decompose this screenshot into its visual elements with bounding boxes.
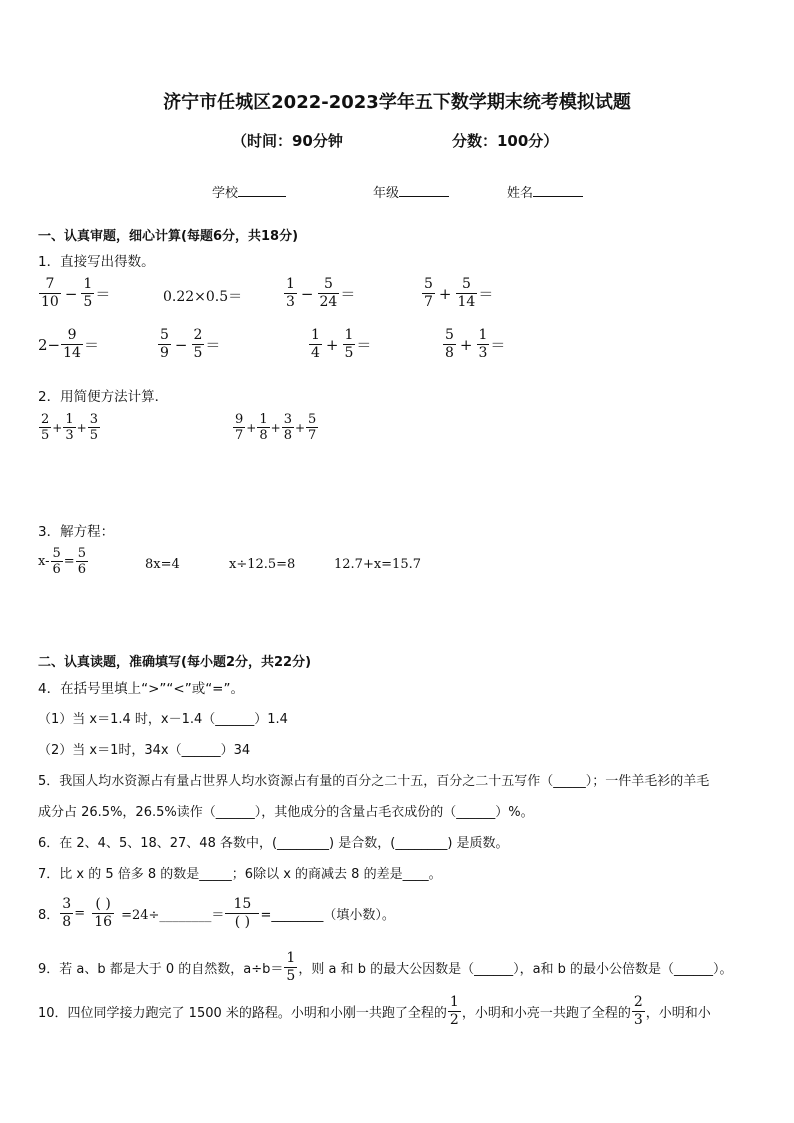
- grade-blank[interactable]: [399, 184, 449, 197]
- simplify-expression-2: $\frac{9}{7}$ + $\frac{1}{8}$ + $\frac{3}{8}$ + $\frac{5}{7}$: [235, 412, 317, 443]
- fraction: $\frac{1}{3}$: [286, 276, 295, 310]
- calc-item-1: $\frac{7}{10}$ − $\frac{1}{5}$ ＝: [41, 276, 111, 310]
- grade-label: 年级: [373, 186, 400, 201]
- question-5-line-1: 5．我国人均水资源占有量占世界人均水资源占有量的百分之二十五，百分之二十五写作（_____）；一件羊毛衫的羊毛: [38, 774, 710, 789]
- question-10: 10．四位同学接力跑完了 1500 米的路程。小明和小刚一共跑了全程的 $\frac{1}{2}$ ，小明和小亮一共跑了全程的 $\frac{2}{3}$ ，小明和小: [38, 994, 711, 1028]
- name-blank[interactable]: [533, 184, 583, 197]
- calc-item-7: $\frac{1}{4}$ + $\frac{1}{5}$ ＝: [311, 327, 372, 361]
- fraction: $\frac{2}{5}$: [193, 327, 203, 361]
- name-label: 姓名: [507, 186, 534, 201]
- question-4-part-2: （2）当 x＝1时，34x（______）34: [38, 743, 251, 758]
- equation-4: 12.7+x=15.7: [334, 557, 422, 572]
- calc-item-2: 0.22×0.5＝: [163, 289, 243, 305]
- simplify-expression-1: $\frac{2}{5}$ + $\frac{1}{3}$ + $\frac{3}{5}$: [41, 412, 98, 443]
- question-4: 4．在括号里填上“>”“<”或“=”。: [38, 681, 244, 697]
- question-7: 7．比 x 的 5 倍多 8 的数是_____；6除以 x 的商减去 8 的差是____。: [38, 867, 442, 882]
- fraction: $\frac{5}{8}$: [445, 327, 454, 361]
- question-8: 8． $\frac{3}{8}$ = $\frac{( )}{16}$ =24÷________＝ $\frac{15}{( )}$ =________（填小数）。: [38, 896, 395, 930]
- calc-item-8: $\frac{5}{8}$ + $\frac{1}{3}$ ＝: [445, 327, 506, 361]
- question-3-label: 3．解方程：: [38, 524, 115, 540]
- equation-1: x- $\frac{5}{6}$ = $\frac{5}{6}$: [38, 546, 86, 577]
- calc-item-3: $\frac{1}{3}$ − $\frac{5}{24}$ ＝: [286, 276, 356, 310]
- school-label: 学校: [212, 186, 239, 201]
- fraction: $\frac{5}{14}$: [457, 276, 476, 310]
- question-4-part-1: （1）当 x＝1.4 时，x－1.4（______）1.4: [38, 712, 288, 727]
- calc-item-6: $\frac{5}{9}$ − $\frac{2}{5}$ ＝: [160, 327, 221, 361]
- section-2-heading: 二、认真读题，准确填写(每小题2分，共22分): [38, 655, 312, 670]
- fraction: $\frac{1}{3}$: [478, 327, 488, 361]
- section-1-heading: 一、认真审题，细心计算(每题6分，共18分): [38, 229, 299, 244]
- fraction: $\frac{1}{5}$: [344, 327, 354, 361]
- question-1-label: 1．直接写出得数。: [38, 254, 155, 270]
- question-6: 6．在 2、4、5、18、27、48 各数中，(________) 是合数，(________) 是质数。: [38, 836, 509, 851]
- page-title: 济宁市任城区2022-2023学年五下数学期末统考模拟试题: [163, 92, 631, 113]
- fraction: $\frac{1}{5}$: [83, 276, 93, 310]
- fraction: $\frac{1}{4}$: [311, 327, 320, 361]
- fraction: $\frac{5}{9}$: [160, 327, 169, 361]
- question-9: 9．若 a、b 都是大于 0 的自然数，a÷b＝ $\frac{1}{5}$ ，则 a 和 b 的最大公因数是（______），a和 b 的最小公倍数是（______）。: [38, 950, 733, 984]
- calc-item-4: $\frac{5}{7}$ + $\frac{5}{14}$ ＝: [424, 276, 494, 310]
- fraction: $\frac{5}{7}$: [424, 276, 433, 310]
- equation-2: 8x=4: [145, 557, 180, 572]
- grade-field[interactable]: [373, 182, 449, 201]
- fraction: $\frac{7}{10}$: [41, 276, 59, 310]
- exam-score: 分数：100分）: [452, 132, 559, 150]
- question-5-line-2: 成分占 26.5%，26.5%读作（______），其他成分的含量占毛衣成份的（______）%。: [38, 805, 534, 820]
- school-blank[interactable]: [238, 184, 286, 197]
- name-field[interactable]: [507, 182, 583, 201]
- question-2-label: 2．用简便方法计算．: [38, 389, 169, 405]
- school-field[interactable]: [212, 182, 286, 201]
- fraction: $\frac{9}{14}$: [63, 327, 81, 361]
- calc-item-5: 2− $\frac{9}{14}$ ＝: [38, 327, 99, 361]
- fraction: $\frac{5}{24}$: [319, 276, 338, 310]
- equation-3: x÷12.5=8: [229, 557, 296, 572]
- exam-time: （时间：90分钟: [232, 132, 343, 150]
